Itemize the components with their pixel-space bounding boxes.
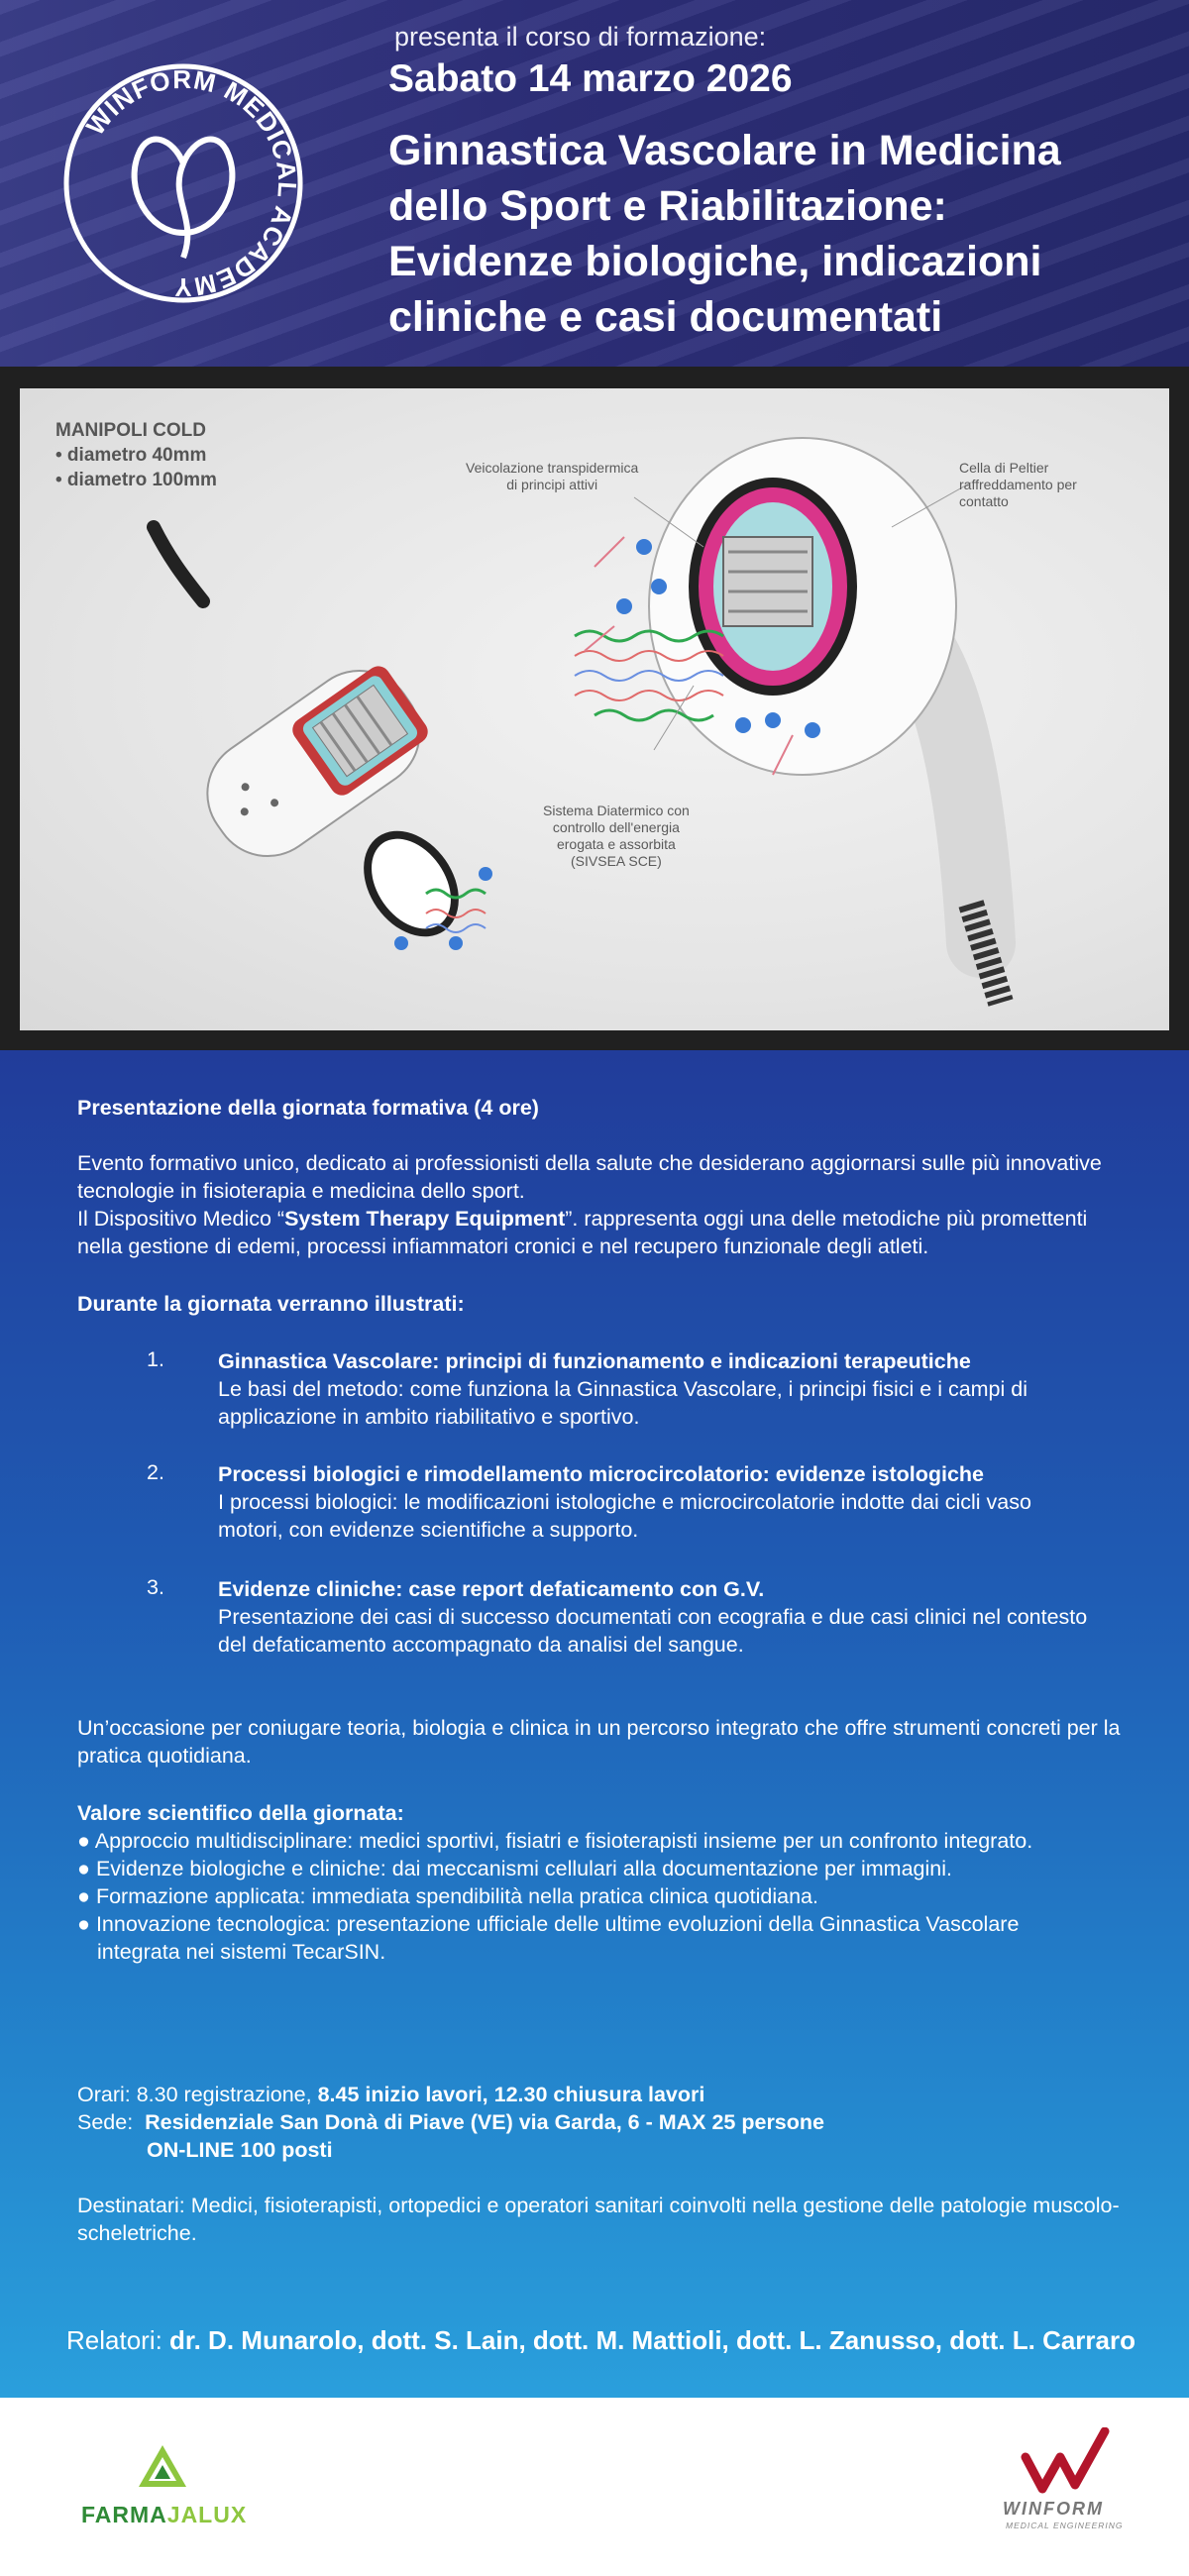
callout-line: controllo dell'energia bbox=[552, 819, 680, 835]
dispositivo-post: ”. rappresenta oggi una delle metodiche più promettenti nella gestione di edemi, processi infiammatori cronici e nel recupero funzionale degli atleti. bbox=[77, 1207, 1088, 1258]
program-item bbox=[218, 1575, 1090, 1659]
manipoli-label bbox=[55, 418, 217, 492]
destinatari-paragraph: Destinatari: Medici, fisioterapisti, ortopedici e operatori sanitari coinvolti nella gestione delle patologie muscolo-scheletriche. bbox=[77, 2194, 1120, 2245]
callout-line: raffreddamento per bbox=[959, 477, 1077, 492]
title-line: Ginnastica Vascolare in Medicina bbox=[388, 127, 1061, 174]
manipoli-item: • diametro 40mm bbox=[55, 445, 207, 466]
item-number: 1. bbox=[147, 1347, 164, 1371]
callout-line: di principi attivi bbox=[506, 477, 598, 492]
dispositivo-pre: Il Dispositivo Medico “ bbox=[77, 1207, 285, 1231]
relatori-label: Relatori: bbox=[66, 2325, 170, 2355]
footer bbox=[0, 2398, 1189, 2576]
presentazione-heading: Presentazione della giornata formativa (4 ore) bbox=[77, 1096, 539, 1120]
online-seats: ON-LINE 100 posti bbox=[147, 2138, 333, 2162]
program-item bbox=[218, 1347, 1090, 1431]
jalux-text: JALUX bbox=[166, 2502, 248, 2527]
product-image-frame bbox=[0, 367, 1189, 1050]
program-item-text: Presentazione dei casi di successo documentati con ecografia e due casi clinici nel contesto del defaticamento accompagnato da analisi del sangue. bbox=[218, 1605, 1088, 1657]
item-number: 2. bbox=[147, 1460, 164, 1484]
svg-text:WINFORM MEDICAL ACADEMY bbox=[80, 64, 302, 302]
program-item bbox=[218, 1460, 1090, 1544]
header-banner bbox=[0, 0, 1189, 367]
course-title bbox=[388, 123, 1171, 345]
callout-line: Sistema Diatermico con bbox=[543, 803, 690, 818]
winform-logo-icon bbox=[1021, 2427, 1110, 2497]
farma-text: FARMA bbox=[81, 2502, 167, 2527]
evento-paragraph: Evento formativo unico, dedicato ai professionisti della salute che desiderano aggiornarsi sulle più innovative tecnologie in fisioterapia e medicina dello sport. bbox=[77, 1151, 1102, 1203]
program-item-text: Le basi del metodo: come funziona la Ginnastica Vascolare, i principi fisici e i campi di applicazione in ambito riabilitativo e sportivo. bbox=[218, 1377, 1027, 1429]
valore-item: ● Formazione applicata: immediata spendibilità nella pratica clinica quotidiana. bbox=[77, 1884, 818, 1908]
sede-value: Residenziale San Donà di Piave (VE) via Garda, 6 - MAX 25 persone bbox=[145, 2110, 824, 2134]
callout-line: contatto bbox=[959, 493, 1009, 509]
winform-logo-subtitle: MEDICAL ENGINEERING bbox=[1006, 2521, 1124, 2530]
relatori-line bbox=[66, 2325, 1176, 2356]
valore-item: ● Innovazione tecnologica: presentazione ufficiale delle ultime evoluzioni della Ginnastica Vascolare integrata nei sistemi TecarSIN. bbox=[77, 1912, 1020, 1964]
event-date: Sabato 14 marzo 2026 bbox=[388, 57, 793, 100]
valore-item: ● Evidenze biologiche e cliniche: dai meccanismi cellulari alla documentazione per immagini. bbox=[77, 1857, 952, 1880]
logo-arc-text: WINFORM MEDICAL ACADEMY bbox=[79, 63, 303, 303]
callout-line: erogata e assorbita bbox=[556, 836, 676, 852]
callout-line: (SIVSEA SCE) bbox=[571, 853, 662, 869]
winform-academy-logo bbox=[59, 59, 307, 307]
durante-heading: Durante la giornata verranno illustrati: bbox=[77, 1292, 465, 1316]
device-name: System Therapy Equipment bbox=[284, 1207, 566, 1231]
callout-line: Veicolazione transpidermica bbox=[466, 460, 639, 476]
callout-sistema bbox=[543, 803, 690, 870]
title-line: dello Sport e Riabilitazione: bbox=[388, 182, 947, 230]
program-item-text: I processi biologici: le modificazioni istologiche e microcircolatorie indotte dai cicli vaso motori, con evidenze scientifiche a supporto. bbox=[218, 1490, 1031, 1542]
sede-label: Sede: bbox=[77, 2110, 134, 2134]
orari-line bbox=[77, 2081, 1128, 2108]
product-image bbox=[20, 388, 1169, 1030]
orari-times: 8.45 inizio lavori, 12.30 chiusura lavori bbox=[317, 2083, 705, 2106]
program-item-title: Ginnastica Vascolare: principi di funzionamento e indicazioni terapeutiche bbox=[218, 1349, 971, 1373]
program-item-title: Processi biologici e rimodellamento microcircolatorio: evidenze istologiche bbox=[218, 1462, 985, 1486]
relatori-names: dr. D. Munarolo, dott. S. Lain, dott. M. Mattioli, dott. L. Zanusso, dott. L. Carraro bbox=[169, 2325, 1135, 2355]
title-line: Evidenze biologiche, indicazioni bbox=[388, 238, 1042, 285]
manipoli-item: • diametro 100mm bbox=[55, 470, 217, 490]
callout-line: Cella di Peltier bbox=[959, 460, 1049, 476]
valore-heading: Valore scientifico della giornata: bbox=[77, 1801, 404, 1825]
item-number: 3. bbox=[147, 1575, 164, 1599]
dispositivo-paragraph bbox=[77, 1205, 1128, 1260]
callout-veicolazione bbox=[466, 460, 638, 493]
occasione-paragraph: Un’occasione per coniugare teoria, biologia e clinica in un percorso integrato che offre strumenti concreti per la pratica quotidiana. bbox=[77, 1716, 1121, 1768]
winform-logo-text: WINFORM bbox=[1003, 2499, 1104, 2519]
valore-section bbox=[77, 1799, 1128, 1966]
manipoli-title: MANIPOLI COLD bbox=[55, 420, 206, 441]
title-line: cliniche e casi documentati bbox=[388, 293, 943, 341]
sede-line bbox=[77, 2108, 1128, 2136]
farmajalux-logo-icon bbox=[137, 2443, 188, 2491]
farmajalux-logo bbox=[81, 2502, 247, 2528]
callout-peltier bbox=[959, 460, 1077, 510]
valore-item: ● Approccio multidisciplinare: medici sportivi, fisiatri e fisioterapisti insieme per un confronto integrato. bbox=[77, 1829, 1033, 1853]
orari-label: Orari: 8.30 registrazione, bbox=[77, 2083, 318, 2106]
program-item-title: Evidenze cliniche: case report defaticamento con G.V. bbox=[218, 1577, 765, 1601]
intro-text: presenta il corso di formazione: bbox=[394, 22, 767, 52]
